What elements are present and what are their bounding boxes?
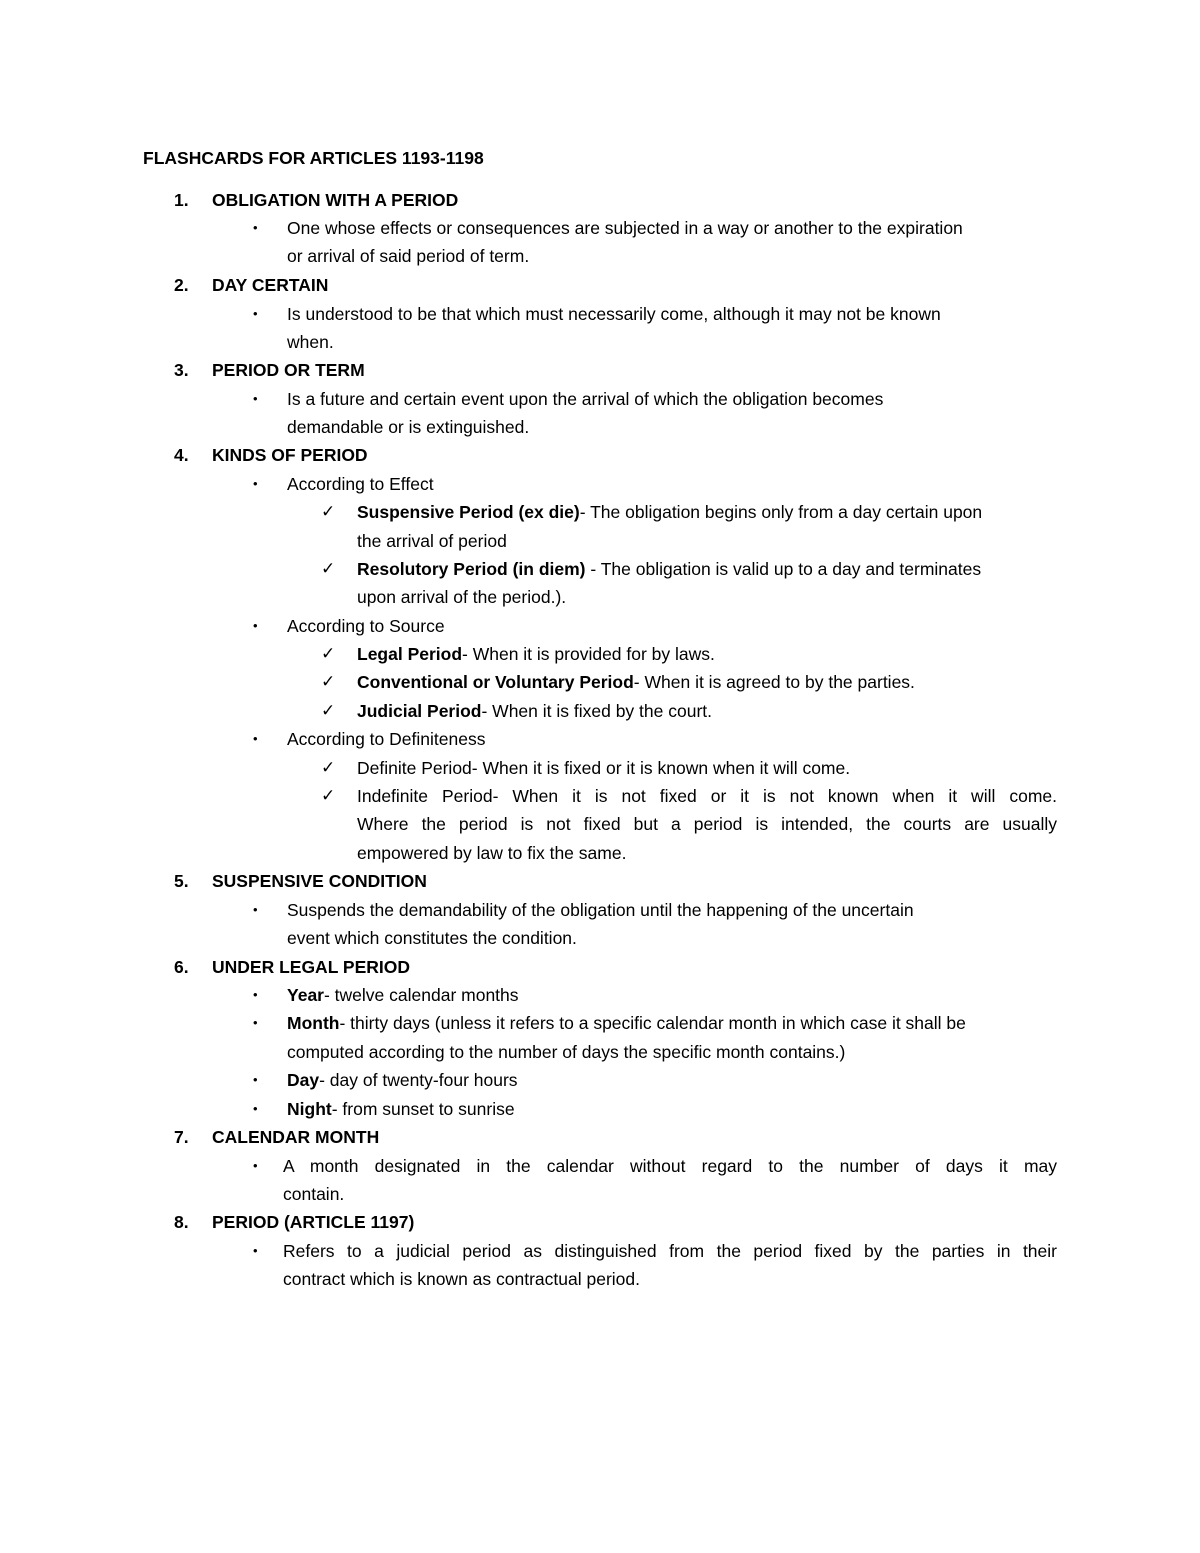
bullet-icon: • <box>253 1243 258 1258</box>
item-number: 7. <box>174 1127 189 1147</box>
bullet-text <box>287 1009 966 1037</box>
check-icon: ✓ <box>321 644 336 664</box>
bullet-text: Refers to a judicial period as distinguished from the period fixed by the parties in their <box>283 1241 1057 1261</box>
term: Judicial Period <box>357 701 482 721</box>
bullet-text: A month designated in the calendar without regard to the number of days it may <box>283 1156 1057 1176</box>
item-number: 4. <box>174 445 189 465</box>
bullet-icon: • <box>253 987 258 1002</box>
definition: - from sunset to sunrise <box>331 1099 515 1119</box>
term: Suspensive Period (ex die) <box>357 502 580 522</box>
check-icon: ✓ <box>321 502 336 522</box>
definition: - The obligation begins only from a day certain upon <box>579 502 983 522</box>
bullet-icon: • <box>253 618 258 633</box>
bullet-icon: • <box>253 391 258 406</box>
check-text: the arrival of period <box>357 531 507 551</box>
definition: - twelve calendar months <box>323 985 519 1005</box>
bullet-text: Is understood to be that which must necessarily come, although it may not be known <box>287 304 941 324</box>
definition: - The obligation is valid up to a day and terminates <box>585 559 982 579</box>
check-text: Where the period is not fixed but a period is intended, the courts are usually <box>357 814 1057 834</box>
bullet-text: contract which is known as contractual period. <box>283 1269 640 1289</box>
check-icon: ✓ <box>321 758 336 778</box>
check-text <box>357 668 915 696</box>
term: Conventional or Voluntary Period <box>357 672 634 692</box>
bullet-icon: • <box>253 476 258 491</box>
check-text <box>357 498 982 526</box>
item-number: 3. <box>174 360 189 380</box>
check-text <box>357 640 715 668</box>
bullet-text: Is a future and certain event upon the arrival of which the obligation becomes <box>287 389 884 409</box>
check-text <box>357 555 981 583</box>
definition: - day of twenty-four hours <box>319 1070 518 1090</box>
term: Legal Period <box>357 644 463 664</box>
bullet-icon: • <box>253 306 258 321</box>
check-text: upon arrival of the period.). <box>357 587 567 607</box>
bullet-text: when. <box>287 332 334 352</box>
item-number: 2. <box>174 275 189 295</box>
check-text: Indefinite Period- When it is not fixed or it is not known when it will come. <box>357 786 1057 806</box>
bullet-text: or arrival of said period of term. <box>287 246 530 266</box>
bullet-text: event which constitutes the condition. <box>287 928 577 948</box>
item-heading: OBLIGATION WITH A PERIOD <box>212 190 459 210</box>
bullet-text: demandable or is extinguished. <box>287 417 530 437</box>
item-heading: PERIOD OR TERM <box>212 360 365 380</box>
check-text <box>357 697 712 725</box>
bullet-text: contain. <box>283 1184 345 1204</box>
check-icon: ✓ <box>321 786 336 806</box>
item-heading: SUSPENSIVE CONDITION <box>212 871 427 891</box>
check-icon: ✓ <box>321 701 336 721</box>
bullet-icon: • <box>253 1101 258 1116</box>
check-icon: ✓ <box>321 559 336 579</box>
definition: - When it is fixed by the court. <box>481 701 712 721</box>
bullet-text: According to Effect <box>287 474 434 494</box>
item-heading: CALENDAR MONTH <box>212 1127 380 1147</box>
check-icon: ✓ <box>321 672 336 692</box>
definition: - When it is agreed to by the parties. <box>633 672 915 692</box>
item-number: 6. <box>174 957 189 977</box>
item-number: 8. <box>174 1212 189 1232</box>
item-number: 1. <box>174 190 189 210</box>
term: Month <box>287 1013 340 1033</box>
bullet-text: According to Source <box>287 616 445 636</box>
definition: - When it is provided for by laws. <box>462 644 715 664</box>
item-heading: KINDS OF PERIOD <box>212 445 368 465</box>
definition: - thirty days (unless it refers to a specific calendar month in which case it shall be <box>339 1013 966 1033</box>
item-heading: PERIOD (ARTICLE 1197) <box>212 1212 415 1232</box>
bullet-text <box>287 1066 518 1094</box>
term: Year <box>287 985 324 1005</box>
document-title: FLASHCARDS FOR ARTICLES 1193-1198 <box>143 148 484 168</box>
item-number: 5. <box>174 871 189 891</box>
bullet-text: One whose effects or consequences are subjected in a way or another to the expiration <box>287 218 963 238</box>
bullet-icon: • <box>253 1072 258 1087</box>
bullet-text: computed according to the number of days the specific month contains.) <box>287 1042 846 1062</box>
bullet-icon: • <box>253 1015 258 1030</box>
bullet-text: According to Definiteness <box>287 729 486 749</box>
check-text: Definite Period- When it is fixed or it is known when it will come. <box>357 758 851 778</box>
bullet-icon: • <box>253 731 258 746</box>
term: Day <box>287 1070 320 1090</box>
bullet-text <box>287 1095 515 1123</box>
bullet-icon: • <box>253 1158 258 1173</box>
term: Resolutory Period (in diem) <box>357 559 586 579</box>
check-text: empowered by law to fix the same. <box>357 843 627 863</box>
bullet-text: Suspends the demandability of the obligation until the happening of the uncertain <box>287 900 914 920</box>
bullet-icon: • <box>253 902 258 917</box>
bullet-text <box>287 981 519 1009</box>
item-heading: UNDER LEGAL PERIOD <box>212 957 411 977</box>
bullet-icon: • <box>253 220 258 235</box>
item-heading: DAY CERTAIN <box>212 275 329 295</box>
term: Night <box>287 1099 332 1119</box>
